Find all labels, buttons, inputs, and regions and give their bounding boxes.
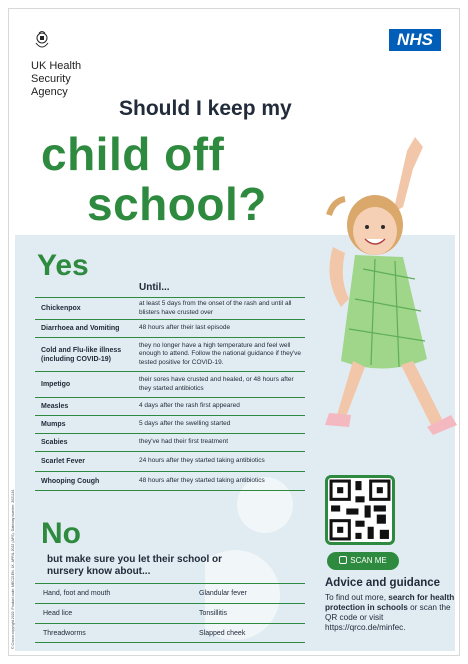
condition-name: Glandular fever: [199, 590, 247, 597]
yes-row: [35, 451, 305, 471]
advice-body: [325, 593, 455, 633]
exclusion-period: 5 days after the swelling started: [139, 420, 231, 428]
scan-me-label: SCAN ME: [350, 556, 387, 565]
condition-name: Threadworms: [43, 629, 86, 637]
advice-url[interactable]: https://qrco.de/minfec.: [325, 623, 406, 632]
advice-title: Advice and guidance: [325, 577, 441, 589]
condition-name: Measles: [41, 403, 69, 410]
yes-row: [35, 433, 305, 451]
exclusion-period: 24 hours after they started taking antibiotics: [139, 457, 265, 465]
no-subheading: but make sure you let their school or nursery know about...: [47, 554, 223, 577]
qr-code[interactable]: [325, 475, 395, 545]
until-label: Until...: [139, 282, 170, 293]
exclusion-period: they've had their first treatment: [139, 438, 229, 446]
condition-name: Hand, foot and mouth: [43, 590, 111, 597]
condition-name: Diarrhoea and Vomiting: [41, 325, 120, 332]
legal-text: © Crown copyright 2022. Product code: MEC21EN. 1K. APRIL 2022 (APS). Gateway number: 2021181: [11, 489, 15, 649]
agency-name-line-3: Agency: [31, 86, 68, 98]
no-row: [35, 603, 305, 623]
no-heading: No: [41, 517, 81, 550]
headline-line-1: Should I keep my: [119, 97, 292, 120]
yes-row: [35, 319, 305, 337]
condition-name: Chickenpox: [41, 305, 81, 312]
yes-row: [35, 337, 305, 371]
agency-name-line-2: Security: [31, 73, 71, 85]
exclusion-period: at least 5 days from the onset of the rash and until all blisters have crusted over: [139, 300, 292, 316]
exclusion-period: their sores have crusted and healed, or 48 hours after they started antibiotics: [139, 376, 294, 392]
condition-name: Whooping Cough: [41, 477, 100, 485]
condition-name: Head lice: [43, 610, 73, 617]
yes-row: [35, 297, 305, 319]
phone-scan-icon: [339, 556, 347, 564]
no-row: [35, 583, 305, 603]
exclusion-period: 48 hours after their last episode: [139, 324, 231, 332]
advice-search-terms: search for health protection in schools: [325, 593, 455, 612]
advice-text-b: or scan the QR code or visit: [325, 603, 451, 622]
crest-icon: [31, 31, 53, 51]
advice-text-a: To find out more,: [325, 593, 389, 602]
agency-name-line-1: UK Health: [31, 60, 82, 72]
exclusion-period: they no longer have a high temperature and feel well enough to attend. Follow the national guidance if they've tested positive for COVID-19.: [139, 341, 302, 366]
condition-name: Scabies: [41, 439, 68, 446]
condition-name: Slapped cheek: [199, 629, 246, 637]
headline-line-3: school?: [87, 178, 267, 230]
yes-heading: Yes: [37, 249, 89, 282]
exclusion-period: 48 hours after they started taking antibiotics: [139, 476, 265, 484]
scan-me-button[interactable]: [327, 552, 399, 570]
girl-photo: [315, 129, 460, 479]
condition-name: Cold and Flu-like illness (including COVID-19): [41, 346, 122, 363]
exclusion-period: 4 days after the rash first appeared: [139, 402, 240, 410]
condition-name: Tonsillitis: [199, 610, 228, 617]
yes-row: [35, 471, 305, 491]
no-row: [35, 623, 305, 643]
qr-code-pattern: [328, 478, 392, 542]
yes-row: [35, 371, 305, 397]
headline-line-2: child off: [41, 128, 225, 180]
condition-name: Impetigo: [41, 381, 71, 388]
poster: [8, 8, 460, 656]
nhs-logo: NHS: [389, 29, 441, 51]
yes-row: [35, 397, 305, 415]
legal-side-print: [11, 369, 19, 649]
ukhsa-brand: [31, 31, 101, 99]
condition-name: Scarlet Fever: [41, 458, 85, 465]
condition-name: Mumps: [41, 421, 66, 428]
yes-row: [35, 415, 305, 433]
